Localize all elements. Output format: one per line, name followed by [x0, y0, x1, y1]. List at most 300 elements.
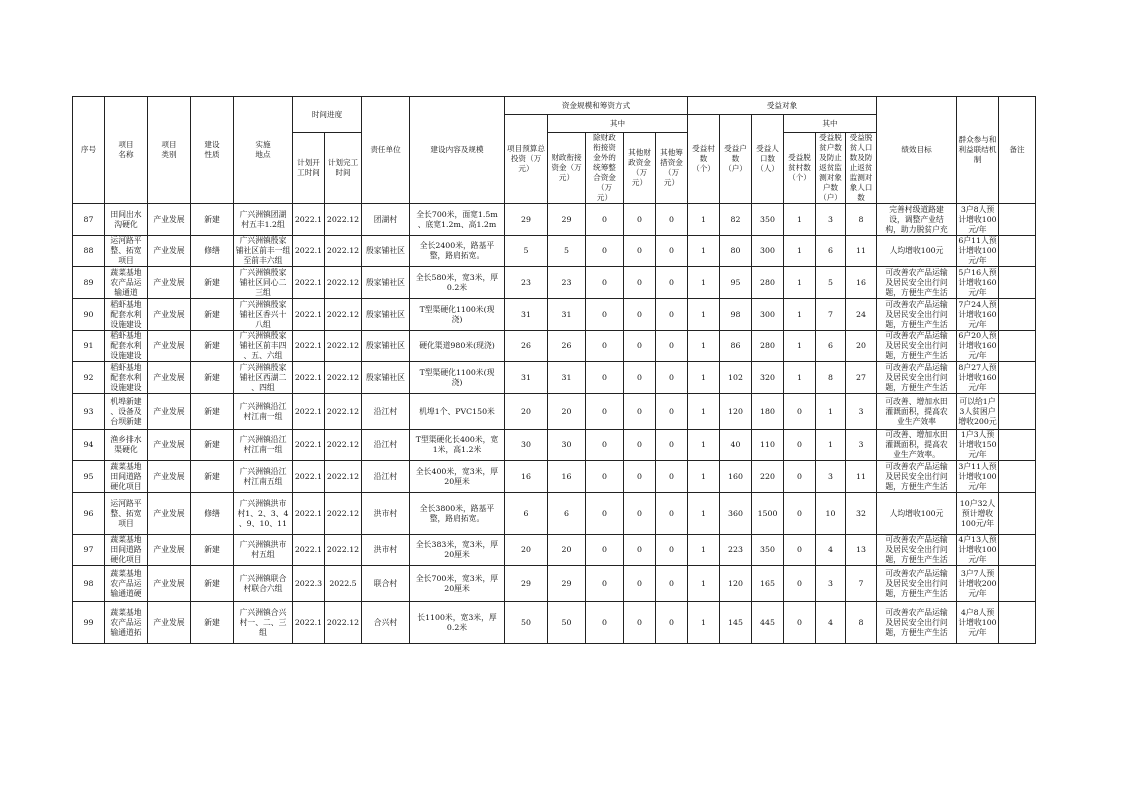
- cell-fin-self: 0: [656, 394, 688, 430]
- cell-people: 1500: [752, 493, 784, 535]
- cell-name: [105, 299, 148, 331]
- cell-poor-households: 8: [816, 362, 846, 394]
- cell-unit: 合兴村: [362, 602, 410, 644]
- cell-households: 80: [720, 236, 752, 267]
- cell-households: 95: [720, 267, 752, 299]
- cell-budget: 5: [505, 236, 548, 267]
- header-seq: 序号: [73, 97, 105, 204]
- cell-fin-self: 0: [656, 430, 688, 461]
- cell-target: [877, 430, 957, 461]
- cell-poor-people: 24: [846, 299, 877, 331]
- cell-end: 2022.12: [325, 267, 362, 299]
- cell-end: 2022.12: [325, 236, 362, 267]
- cell-note: [999, 461, 1036, 493]
- header-ben-village: 受益村 数 （个）: [688, 115, 720, 204]
- cell-name: [105, 204, 148, 236]
- cell-note: [999, 493, 1036, 535]
- cell-fin-other: 0: [624, 535, 656, 566]
- header-budget: 项目预算总 投资（万 元）: [505, 115, 548, 204]
- cell-note: [999, 204, 1036, 236]
- cell-start: 2022.1: [293, 236, 325, 267]
- cell-location: [234, 331, 293, 362]
- cell-fin-direct: 20: [548, 394, 586, 430]
- cell-poor-villages: 0: [784, 394, 816, 430]
- cell-nature: 新建: [191, 430, 234, 461]
- table-row: [73, 602, 1036, 644]
- header-ben-poor-people: 受益脱 贫人口 数及防 止返贫 监测对 象人口 数: [846, 133, 877, 204]
- cell-name-text: 蔬菜基地 田间道路 硬化项目: [110, 461, 142, 491]
- cell-villages: 1: [688, 493, 720, 535]
- cell-poor-villages: 0: [784, 566, 816, 602]
- cell-villages: 1: [688, 331, 720, 362]
- cell-nature: 新建: [191, 535, 234, 566]
- cell-fin-direct: 30: [548, 430, 586, 461]
- cell-name: [105, 236, 148, 267]
- cell-target-text: 可改善农产品运输 及居民安全出行问 题，方便生产生活: [885, 299, 948, 329]
- cell-budget: 20: [505, 394, 548, 430]
- header-fin-direct: 财政衔接 资金（万 元）: [548, 133, 586, 204]
- cell-unit: 洪市村: [362, 535, 410, 566]
- cell-seq: 98: [73, 566, 105, 602]
- cell-location: [234, 362, 293, 394]
- cell-fin-excl: 0: [586, 535, 624, 566]
- cell-villages: 1: [688, 602, 720, 644]
- cell-content: 机埠1个、PVC150米: [410, 394, 505, 430]
- table-row: [73, 566, 1036, 602]
- cell-poor-households: 3: [816, 566, 846, 602]
- cell-fin-other: 0: [624, 493, 656, 535]
- cell-poor-villages: 1: [784, 362, 816, 394]
- cell-location: [234, 394, 293, 430]
- cell-fin-excl: 0: [586, 331, 624, 362]
- cell-category: 产业发展: [148, 331, 191, 362]
- cell-poor-people: 27: [846, 362, 877, 394]
- cell-people: 165: [752, 566, 784, 602]
- cell-name-text: 蔬菜基地 农产品运 输通道拓: [110, 607, 142, 637]
- cell-fin-self: 0: [656, 362, 688, 394]
- cell-category: 产业发展: [148, 566, 191, 602]
- cell-poor-villages: 0: [784, 602, 816, 644]
- cell-households: 102: [720, 362, 752, 394]
- cell-location-text: 广兴洲镇殷家 铺社区西湖二 、四组: [239, 362, 287, 392]
- cell-villages: 1: [688, 461, 720, 493]
- cell-poor-people: 11: [846, 461, 877, 493]
- cell-note: [999, 267, 1036, 299]
- cell-target-text: 人均增收100元: [889, 246, 944, 255]
- cell-location: [234, 430, 293, 461]
- cell-unit: 殷家铺社区: [362, 362, 410, 394]
- cell-fin-other: 0: [624, 430, 656, 461]
- cell-name: [105, 267, 148, 299]
- cell-target: [877, 566, 957, 602]
- cell-budget: 20: [505, 535, 548, 566]
- table-row: [73, 267, 1036, 299]
- cell-households: 40: [720, 430, 752, 461]
- cell-fin-excl: 0: [586, 493, 624, 535]
- cell-note: [999, 566, 1036, 602]
- cell-fin-other: 0: [624, 299, 656, 331]
- cell-category: 产业发展: [148, 493, 191, 535]
- cell-target: [877, 299, 957, 331]
- cell-poor-households: 3: [816, 204, 846, 236]
- cell-households: 160: [720, 461, 752, 493]
- cell-content: 全长400米，宽3米，厚 20厘米: [410, 461, 505, 493]
- table-row: [73, 535, 1036, 566]
- cell-content: 硬化渠道980米(现浇): [410, 331, 505, 362]
- cell-seq: 97: [73, 535, 105, 566]
- cell-poor-people: 16: [846, 267, 877, 299]
- cell-mechanism: [957, 299, 999, 331]
- cell-mechanism: [957, 461, 999, 493]
- cell-seq: 90: [73, 299, 105, 331]
- cell-end: 2022.12: [325, 362, 362, 394]
- cell-start: 2022.1: [293, 394, 325, 430]
- cell-name: [105, 430, 148, 461]
- cell-poor-villages: 1: [784, 204, 816, 236]
- cell-name-text: 渔乡排水 渠硬化: [110, 435, 142, 454]
- cell-start: 2022.1: [293, 493, 325, 535]
- cell-content: 全长2400米，路基平 整，路肩拓宽。: [410, 236, 505, 267]
- header-ben-household: 受益户 数 （户）: [720, 115, 752, 204]
- cell-budget: 23: [505, 267, 548, 299]
- cell-content: 长1100米，宽3米，厚 0.2米: [410, 602, 505, 644]
- cell-note: [999, 362, 1036, 394]
- cell-fin-other: 0: [624, 602, 656, 644]
- cell-location: [234, 535, 293, 566]
- cell-poor-villages: 1: [784, 267, 816, 299]
- cell-location: [234, 204, 293, 236]
- cell-fin-excl: 0: [586, 394, 624, 430]
- cell-category: 产业发展: [148, 430, 191, 461]
- cell-mechanism: [957, 394, 999, 430]
- cell-location-text: 广兴洲镇殷家 铺社区同心二 三组: [239, 267, 287, 297]
- cell-nature: 新建: [191, 267, 234, 299]
- cell-mechanism-text: 3户11人预 计增收100 元/年: [958, 461, 997, 491]
- cell-location-text: 广兴洲镇团湖 村五丰1.2组: [239, 209, 287, 229]
- cell-fin-excl: 0: [586, 236, 624, 267]
- cell-name-text: 机埠新建 、设备及 台坝新建: [110, 396, 142, 426]
- cell-unit: 沿江村: [362, 461, 410, 493]
- cell-unit: 团湖村: [362, 204, 410, 236]
- cell-note: [999, 535, 1036, 566]
- cell-villages: 1: [688, 566, 720, 602]
- cell-category: 产业发展: [148, 602, 191, 644]
- header-fin-self: 其他筹 措资金 （万 元）: [656, 133, 688, 204]
- cell-mechanism: [957, 566, 999, 602]
- cell-seq: 95: [73, 461, 105, 493]
- cell-poor-villages: 1: [784, 299, 816, 331]
- cell-start: 2022.3: [293, 566, 325, 602]
- cell-unit: 洪市村: [362, 493, 410, 535]
- cell-villages: 1: [688, 299, 720, 331]
- cell-unit: 殷家铺社区: [362, 331, 410, 362]
- cell-people: 445: [752, 602, 784, 644]
- cell-name-text: 稻虾基地 配套水利 设施建设: [110, 362, 142, 392]
- cell-poor-households: 10: [816, 493, 846, 535]
- cell-location-text: 广兴洲镇联合 村联合六组: [239, 573, 287, 593]
- cell-start: 2022.1: [293, 535, 325, 566]
- cell-name: [105, 535, 148, 566]
- cell-poor-people: 20: [846, 331, 877, 362]
- header-ben-people: 受益人 口数 （人）: [752, 115, 784, 204]
- cell-location: [234, 493, 293, 535]
- cell-mechanism-text: 5户16人预 计增收160 元/年: [958, 267, 997, 297]
- cell-fin-other: 0: [624, 204, 656, 236]
- cell-start: 2022.1: [293, 362, 325, 394]
- cell-location: [234, 236, 293, 267]
- cell-budget: 26: [505, 331, 548, 362]
- cell-fin-self: 0: [656, 566, 688, 602]
- cell-category: 产业发展: [148, 204, 191, 236]
- cell-fin-self: 0: [656, 331, 688, 362]
- cell-fin-direct: 16: [548, 461, 586, 493]
- cell-mechanism: [957, 535, 999, 566]
- cell-people: 320: [752, 362, 784, 394]
- cell-poor-households: 1: [816, 430, 846, 461]
- cell-poor-villages: 0: [784, 430, 816, 461]
- cell-category: 产业发展: [148, 535, 191, 566]
- cell-name-text: 蔬菜基地 农产品运 输通道: [110, 267, 142, 297]
- cell-poor-villages: 0: [784, 493, 816, 535]
- header-content: 建设内容及规模: [410, 97, 505, 204]
- cell-fin-excl: 0: [586, 602, 624, 644]
- cell-location: [234, 267, 293, 299]
- cell-fin-direct: 50: [548, 602, 586, 644]
- cell-location-text: 广兴洲镇合兴 村一、二、三 组: [239, 607, 287, 637]
- cell-poor-people: 11: [846, 236, 877, 267]
- cell-mechanism: [957, 331, 999, 362]
- cell-seq: 87: [73, 204, 105, 236]
- cell-fin-self: 0: [656, 493, 688, 535]
- cell-fin-direct: 29: [548, 204, 586, 236]
- cell-location-text: 广兴洲镇殷家 铺社区前丰一组 至前丰六组: [235, 236, 291, 265]
- cell-poor-households: 7: [816, 299, 846, 331]
- cell-households: 145: [720, 602, 752, 644]
- cell-target-text: 可改善农产品运输 及居民安全出行问 题，方便生产生活: [885, 331, 948, 360]
- header-name: 项目 名称: [105, 97, 148, 204]
- cell-note: [999, 602, 1036, 644]
- cell-fin-self: 0: [656, 236, 688, 267]
- header-unit: 责任单位: [362, 97, 410, 204]
- cell-fin-self: 0: [656, 461, 688, 493]
- cell-target: [877, 331, 957, 362]
- cell-name: [105, 331, 148, 362]
- header-funding: 资金规模和筹资方式: [505, 97, 688, 115]
- cell-fin-direct: 6: [548, 493, 586, 535]
- cell-target-text: 可改善农产品运输 及居民安全出行问 题，方便生产生活: [885, 267, 948, 297]
- header-nature: 建设 性质: [191, 97, 234, 204]
- cell-target-text: 可改善农产品运输 及居民安全出行问 题，方便生产生活: [885, 362, 948, 392]
- cell-unit: 沿江村: [362, 394, 410, 430]
- cell-fin-excl: 0: [586, 461, 624, 493]
- header-ben-poor-village: 受益脱 贫村数 （个）: [784, 133, 816, 204]
- cell-start: 2022.1: [293, 331, 325, 362]
- cell-fin-self: 0: [656, 204, 688, 236]
- cell-start: 2022.1: [293, 602, 325, 644]
- cell-target: [877, 602, 957, 644]
- cell-mechanism-text: 1户3人预 计增收150 元/年: [958, 430, 997, 459]
- cell-mechanism-text: 4户8人预 计增收100 元/年: [958, 607, 997, 637]
- cell-seq: 89: [73, 267, 105, 299]
- cell-name: [105, 493, 148, 535]
- cell-people: 300: [752, 236, 784, 267]
- cell-mechanism-text: 4户13人预 计增收100 元/年: [958, 535, 997, 564]
- cell-nature: 新建: [191, 394, 234, 430]
- cell-seq: 88: [73, 236, 105, 267]
- cell-note: [999, 331, 1036, 362]
- cell-fin-self: 0: [656, 299, 688, 331]
- cell-budget: 31: [505, 299, 548, 331]
- cell-fin-self: 0: [656, 535, 688, 566]
- cell-fin-direct: 31: [548, 362, 586, 394]
- cell-note: [999, 394, 1036, 430]
- cell-seq: 96: [73, 493, 105, 535]
- cell-mechanism-text: 8户27人预 计增收160 元/年: [958, 362, 997, 392]
- cell-fin-direct: 31: [548, 299, 586, 331]
- cell-target-text: 可改善农产品运输 及居民安全出行问 题，方便生产生活: [885, 535, 948, 564]
- cell-households: 360: [720, 493, 752, 535]
- cell-mechanism: [957, 362, 999, 394]
- header-fin-excl: 除财政 衔接资 金外的 统筹整 合资金 （万 元）: [586, 133, 624, 204]
- cell-note: [999, 236, 1036, 267]
- cell-seq: 93: [73, 394, 105, 430]
- cell-name: [105, 362, 148, 394]
- cell-location-text: 广兴洲镇殷家 铺社区前丰四 、五、六组: [239, 331, 287, 360]
- cell-mechanism: [957, 267, 999, 299]
- cell-poor-people: 3: [846, 394, 877, 430]
- cell-households: 86: [720, 331, 752, 362]
- cell-target-text: 可改善、增加水田 灌溉面积，提高农 业生产效率。: [885, 430, 948, 459]
- cell-target: [877, 535, 957, 566]
- cell-target-text: 可改善、增加水田 灌溉面积，提高农 业生产效率: [885, 396, 948, 426]
- cell-villages: 1: [688, 204, 720, 236]
- cell-fin-other: 0: [624, 236, 656, 267]
- cell-location: [234, 299, 293, 331]
- cell-poor-households: 6: [816, 236, 846, 267]
- cell-content: 全长3800米，路基平 整，路肩拓宽。: [410, 493, 505, 535]
- cell-fin-self: 0: [656, 602, 688, 644]
- cell-budget: 29: [505, 566, 548, 602]
- cell-poor-people: 7: [846, 566, 877, 602]
- cell-poor-households: 5: [816, 267, 846, 299]
- cell-households: 120: [720, 394, 752, 430]
- cell-start: 2022.1: [293, 461, 325, 493]
- cell-target: [877, 461, 957, 493]
- cell-seq: 92: [73, 362, 105, 394]
- cell-fin-excl: 0: [586, 204, 624, 236]
- cell-end: 2022.5: [325, 566, 362, 602]
- cell-target-text: 可改善农产品运输 及居民安全出行问 题，方便生产生活: [885, 461, 948, 491]
- cell-fin-other: 0: [624, 331, 656, 362]
- cell-name-text: 运河路平 整、拓宽 项目: [110, 498, 142, 528]
- cell-name: [105, 461, 148, 493]
- cell-nature: 修缮: [191, 493, 234, 535]
- cell-mechanism: [957, 493, 999, 535]
- cell-fin-excl: 0: [586, 430, 624, 461]
- table-row: [73, 493, 1036, 535]
- cell-villages: 1: [688, 430, 720, 461]
- cell-end: 2022.12: [325, 331, 362, 362]
- cell-households: 120: [720, 566, 752, 602]
- cell-category: 产业发展: [148, 236, 191, 267]
- cell-name-text: 稻虾基地 配套水利 设施建设: [110, 331, 142, 360]
- cell-target: [877, 493, 957, 535]
- cell-name-text: 田间出水 沟硬化: [110, 209, 142, 229]
- cell-poor-households: 6: [816, 331, 846, 362]
- cell-content: T型渠硬化1100米(现 浇): [410, 362, 505, 394]
- cell-mechanism-text: 3户7人预 计增收200 元/年: [958, 568, 997, 598]
- cell-fin-direct: 20: [548, 535, 586, 566]
- cell-budget: 30: [505, 430, 548, 461]
- header-plan-start: 计划开 工时间: [293, 133, 325, 204]
- cell-start: 2022.1: [293, 430, 325, 461]
- cell-fin-excl: 0: [586, 267, 624, 299]
- cell-budget: 6: [505, 493, 548, 535]
- cell-villages: 1: [688, 236, 720, 267]
- cell-households: 82: [720, 204, 752, 236]
- cell-end: 2022.12: [325, 204, 362, 236]
- header-funding-sub: 其中: [548, 115, 688, 133]
- cell-mechanism-text: 3户8人预 计增收100 元/年: [958, 204, 997, 234]
- cell-fin-direct: 26: [548, 331, 586, 362]
- header-plan-end: 计划完工 时间: [325, 133, 362, 204]
- table-row: [73, 394, 1036, 430]
- cell-seq: 94: [73, 430, 105, 461]
- cell-nature: 新建: [191, 299, 234, 331]
- cell-end: 2022.12: [325, 461, 362, 493]
- cell-target-text: 可改善农产品运输 及居民安全出行问 题，方便生产生活: [885, 568, 948, 598]
- cell-end: 2022.12: [325, 602, 362, 644]
- header-fin-other: 其他财 政资金 （万 元）: [624, 133, 656, 204]
- cell-people: 220: [752, 461, 784, 493]
- cell-name-text: 蔬菜基地 田间道路 硬化项目: [110, 535, 142, 564]
- cell-fin-direct: 29: [548, 566, 586, 602]
- cell-people: 350: [752, 204, 784, 236]
- cell-target: [877, 362, 957, 394]
- cell-people: 180: [752, 394, 784, 430]
- cell-poor-people: 32: [846, 493, 877, 535]
- cell-location: [234, 461, 293, 493]
- cell-budget: 16: [505, 461, 548, 493]
- cell-content: T型渠硬化长400米，宽 1米，高1.2米: [410, 430, 505, 461]
- cell-people: 110: [752, 430, 784, 461]
- cell-villages: 1: [688, 362, 720, 394]
- table-row: [73, 430, 1036, 461]
- header-schedule: 时间进度: [293, 97, 362, 133]
- cell-nature: 新建: [191, 204, 234, 236]
- cell-target: [877, 394, 957, 430]
- table-row: [73, 362, 1036, 394]
- header-location: 实施 地点: [234, 97, 293, 204]
- cell-fin-other: 0: [624, 362, 656, 394]
- cell-fin-excl: 0: [586, 299, 624, 331]
- cell-target: [877, 267, 957, 299]
- cell-mechanism-text: 10户32人 预计增收 100元/年: [959, 498, 996, 528]
- cell-target: [877, 236, 957, 267]
- cell-category: 产业发展: [148, 394, 191, 430]
- cell-note: [999, 299, 1036, 331]
- cell-content: 全长700米，宽3米，厚 20厘米: [410, 566, 505, 602]
- cell-mechanism-text: 6户11人预 计增收100 元/年: [958, 236, 997, 265]
- cell-location: [234, 602, 293, 644]
- cell-seq: 99: [73, 602, 105, 644]
- cell-fin-self: 0: [656, 267, 688, 299]
- cell-content: 全长700米，面宽1.5m 、底宽1.2m、高1.2m: [410, 204, 505, 236]
- cell-poor-people: 8: [846, 602, 877, 644]
- cell-fin-other: 0: [624, 566, 656, 602]
- cell-mechanism: [957, 602, 999, 644]
- cell-unit: 沿江村: [362, 430, 410, 461]
